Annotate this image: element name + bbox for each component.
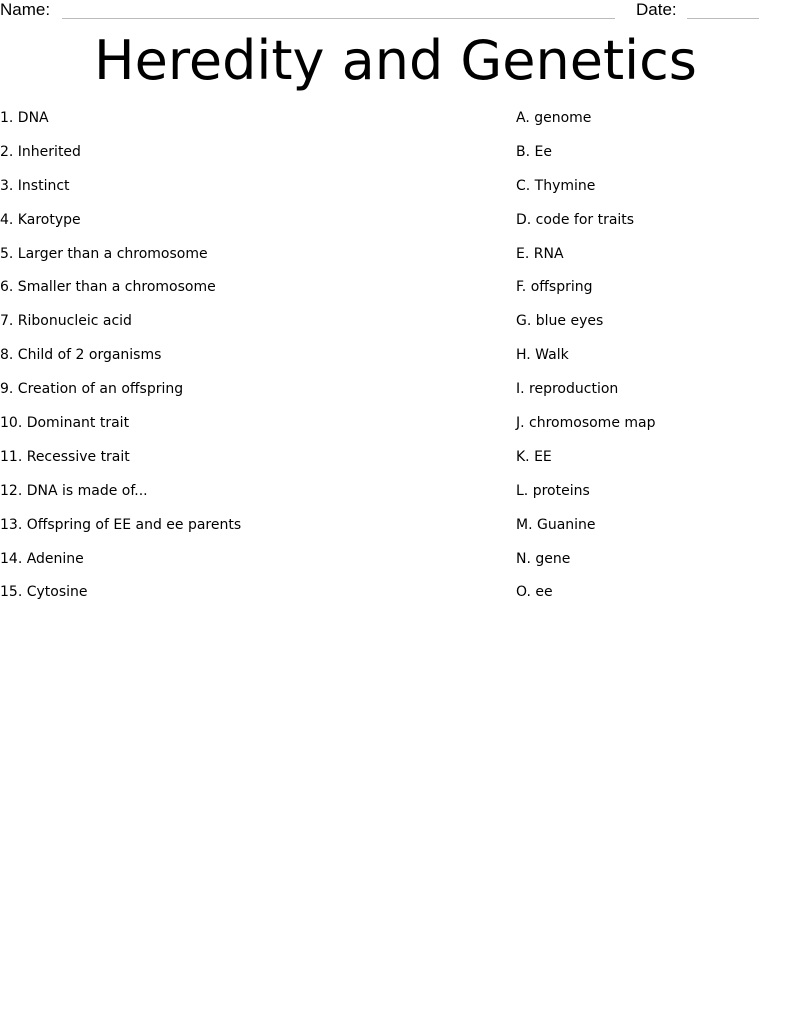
name-label: Name: — [0, 0, 51, 19]
question-item: 4. Karotype — [0, 211, 81, 228]
date-field-line[interactable] — [687, 18, 759, 19]
answer-item: H. Walk — [516, 347, 569, 364]
answer-item: E. RNA — [516, 245, 564, 262]
question-item: 13. Offspring of EE and ee parents — [0, 516, 242, 533]
answer-item: N. gene — [516, 550, 571, 567]
answer-item: A. genome — [516, 110, 592, 126]
question-item: 7. Ribonucleic acid — [0, 313, 132, 330]
answer-item: K. EE — [516, 448, 552, 465]
header-row — [0, 0, 791, 22]
answer-item: G. blue eyes — [516, 313, 604, 330]
question-item: 11. Recessive trait — [0, 448, 130, 465]
answer-item: L. proteins — [516, 482, 590, 499]
answer-item: D. code for traits — [516, 211, 635, 228]
question-item: 2. Inherited — [0, 143, 81, 160]
answer-item: O. ee — [516, 584, 553, 601]
question-item: 3. Instinct — [0, 177, 70, 194]
question-item: 8. Child of 2 organisms — [0, 347, 162, 364]
questions-list — [0, 108, 480, 616]
question-item: 1. DNA — [0, 110, 49, 126]
answers-list — [516, 108, 786, 616]
name-field-line[interactable] — [62, 18, 615, 19]
answer-item: F. offspring — [516, 279, 593, 296]
question-item: 6. Smaller than a chromosome — [0, 279, 216, 296]
answer-item: B. Ee — [516, 143, 552, 160]
question-item: 14. Adenine — [0, 550, 84, 567]
question-item: 15. Cytosine — [0, 584, 88, 601]
date-label: Date: — [636, 0, 677, 19]
question-item: 5. Larger than a chromosome — [0, 245, 208, 262]
answer-item: M. Guanine — [516, 516, 596, 533]
question-item: 9. Creation of an offspring — [0, 381, 184, 398]
answer-item: J. chromosome map — [516, 415, 656, 432]
question-item: 10. Dominant trait — [0, 415, 130, 432]
answer-item: I. reproduction — [516, 381, 619, 398]
question-item: 12. DNA is made of... — [0, 482, 148, 499]
page-title: Heredity and Genetics — [94, 29, 697, 92]
answer-item: C. Thymine — [516, 177, 596, 194]
